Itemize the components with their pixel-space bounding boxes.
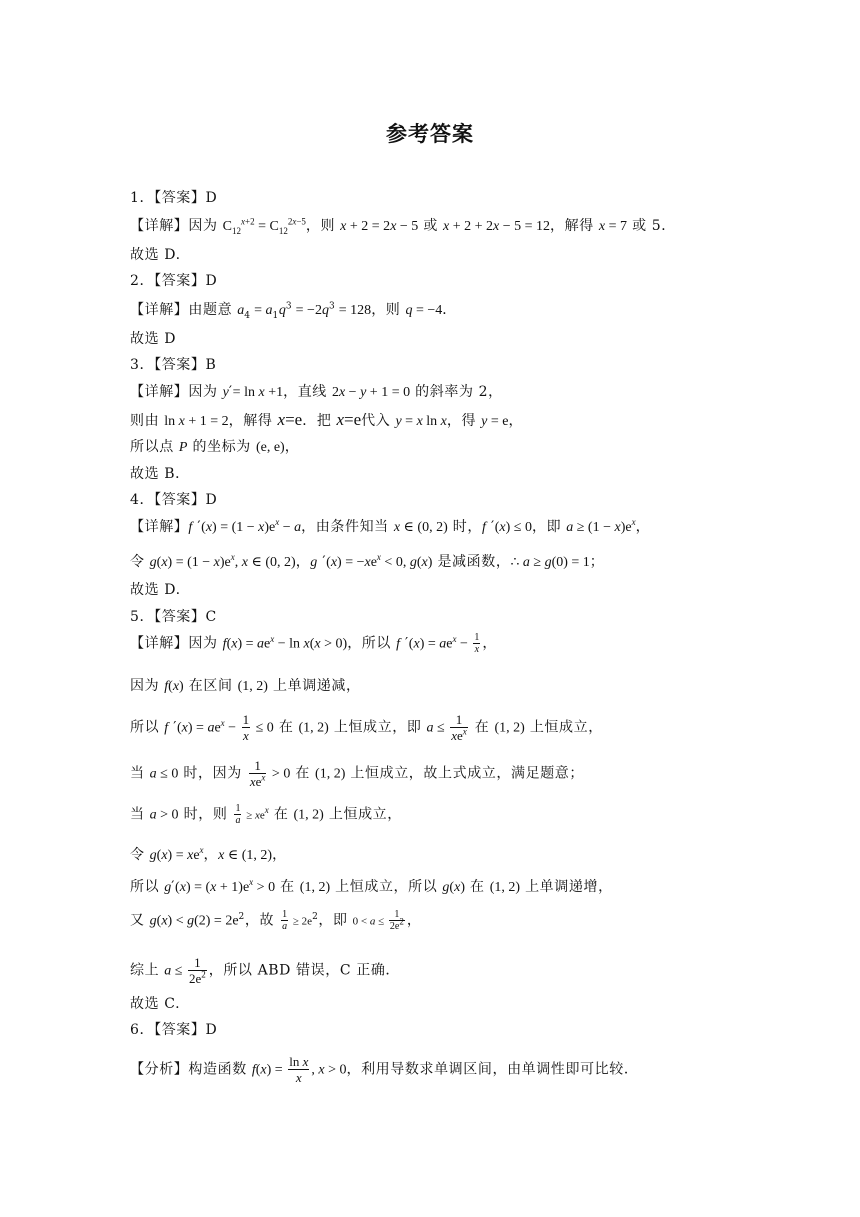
detail-label: 【详解】: [130, 218, 189, 234]
page-title: 参考答案: [386, 122, 474, 146]
q1-detail-line: 【详解】因为 $C_{12}^{x+2} = C_{12}^{2x-5}$，则 x + 2 = 2x − 5 或 x + 2 + 2x − 5 = 12，解得 x = 7 或 5．: [130, 216, 676, 236]
q5-detail-line-4: 当 a ≤ 0 时，因为 $\frac{1}{xe^x}$ > 0 在 (1, 2) 上恒成立，故上式成立，满足题意；: [130, 758, 585, 789]
answer-label: 【答案】: [154, 492, 206, 508]
q4-answer: D: [205, 492, 218, 508]
q2-conclusion: 故选 D: [130, 331, 177, 347]
q3-answer: B: [205, 357, 217, 373]
q5-detail-line-3: 所以 f $'(x) = ae^x$ − $\frac{1}{x}$ ≤ 0 在 (1, 2) 上恒成立，即 a ≤ $\frac{1}{xe^x}$ 在 (1, 2) 上恒成立，: [130, 712, 603, 743]
q5-conclusion: 故选 C.: [130, 996, 181, 1012]
answer-label: 【答案】: [154, 609, 206, 625]
q6-answer: D: [205, 1022, 218, 1038]
q4-conclusion: 故选 D.: [130, 582, 181, 598]
q5-detail-line-9: 综上 a ≤ $\frac{1}{2e^2}$ ，所以 ABD 错误，C 正确．: [130, 955, 401, 986]
q4-detail-line-1: 【详解】f $'(x) = (1 - x)e^x - a$，由条件知当 x ∈ (0, 2) 时，f ′(x) ≤ 0，即 $a \ge (1 - x)e^x$，: [130, 517, 651, 535]
q5-detail-line-2: 因为 f(x) 在区间 (1, 2) 上单调递减，: [130, 678, 361, 694]
q3-number: 3．: [130, 357, 155, 373]
q3-answer-line: [130, 355, 790, 375]
q5-detail-line-8: 又 $g(x) < g(2) = 2e^2$，故 $\frac{1}{a}$ ≥ $2e^2$，即 0 < a ≤ $\frac{1}{2e^2}$ ，: [130, 909, 422, 932]
q1-answer: D: [205, 190, 218, 206]
q5-detail-line-5: 当 a > 0 时，则 $\frac{1}{a}$ ≥ $xe^x$ 在 (1, 2) 上恒成立，: [130, 803, 402, 826]
q5-answer: C: [205, 609, 217, 625]
answer-label: 【答案】: [154, 273, 206, 289]
q1-number: 1．: [130, 190, 155, 206]
q5-number: 5．: [130, 609, 155, 625]
q2-answer-line: [130, 271, 790, 291]
q4-number: 4．: [130, 492, 155, 508]
answer-label: 【答案】: [154, 190, 206, 206]
detail-label: 【详解】: [130, 384, 189, 400]
q3-detail-line-2: 则由 ln x + 1 = 2，解得 x=e．把 x=e代入 y = x ln x，得 y = e，: [130, 410, 524, 429]
q2-number: 2．: [130, 273, 155, 289]
q3-detail-line-1: 【详解】因为 y′= ln x +1，直线 2x − y + 1 = 0 的斜率为 2，: [130, 384, 503, 400]
q5-detail-line-7: 所以 $g'(x) = (x + 1)e^x > 0$ 在 (1, 2) 上恒成立，所以 g(x) 在 (1, 2) 上单调递增，: [130, 877, 613, 895]
analysis-label: 【分析】: [130, 1061, 189, 1078]
q6-answer-line: [130, 1020, 790, 1040]
detail-label: 【详解】: [130, 635, 189, 652]
answer-label: 【答案】: [154, 1022, 206, 1038]
q5-detail-line-6: 令 $g(x) = xe^x$，x ∈ (1, 2)，: [130, 845, 287, 863]
q3-detail-line-3: 所以点 P 的坐标为 (e, e)，: [130, 439, 300, 455]
q6-analysis-line: 【分析】构造函数 f(x) = $\frac{\text{ln x}}{x}$ , x > 0，利用导数求单调区间，由单调性即可比较．: [130, 1054, 639, 1085]
q6-number: 6．: [130, 1022, 155, 1038]
q1-answer-line: [130, 188, 790, 208]
detail-label: 【详解】: [130, 302, 189, 318]
q4-detail-line-2: 令 $g(x) = (1 - x)e^x$, x ∈ (0, 2)，g $'(x) = -xe^x < 0$, g(x) 是减函数，∴ a ≥ g(0) = 1；: [130, 552, 605, 570]
detail-label: 【详解】: [130, 519, 189, 535]
q4-answer-line: [130, 490, 790, 510]
q5-answer-line: [130, 607, 790, 627]
q2-detail-line: 【详解】由题意 $a_4 = a_1q^3 = -2q^3 = 128$，则 q = −4．: [130, 301, 457, 321]
answer-label: 【答案】: [154, 357, 206, 373]
q1-conclusion: 故选 D.: [130, 247, 181, 263]
q2-answer: D: [205, 273, 218, 289]
q3-conclusion: 故选 B．: [130, 466, 190, 482]
q5-detail-line-1: 【详解】因为 $f(x) = ae^x - \ln x(x > 0)$，所以 f $'(x) = ae^x$ − $\frac{1}{x}$ ，: [130, 632, 497, 655]
